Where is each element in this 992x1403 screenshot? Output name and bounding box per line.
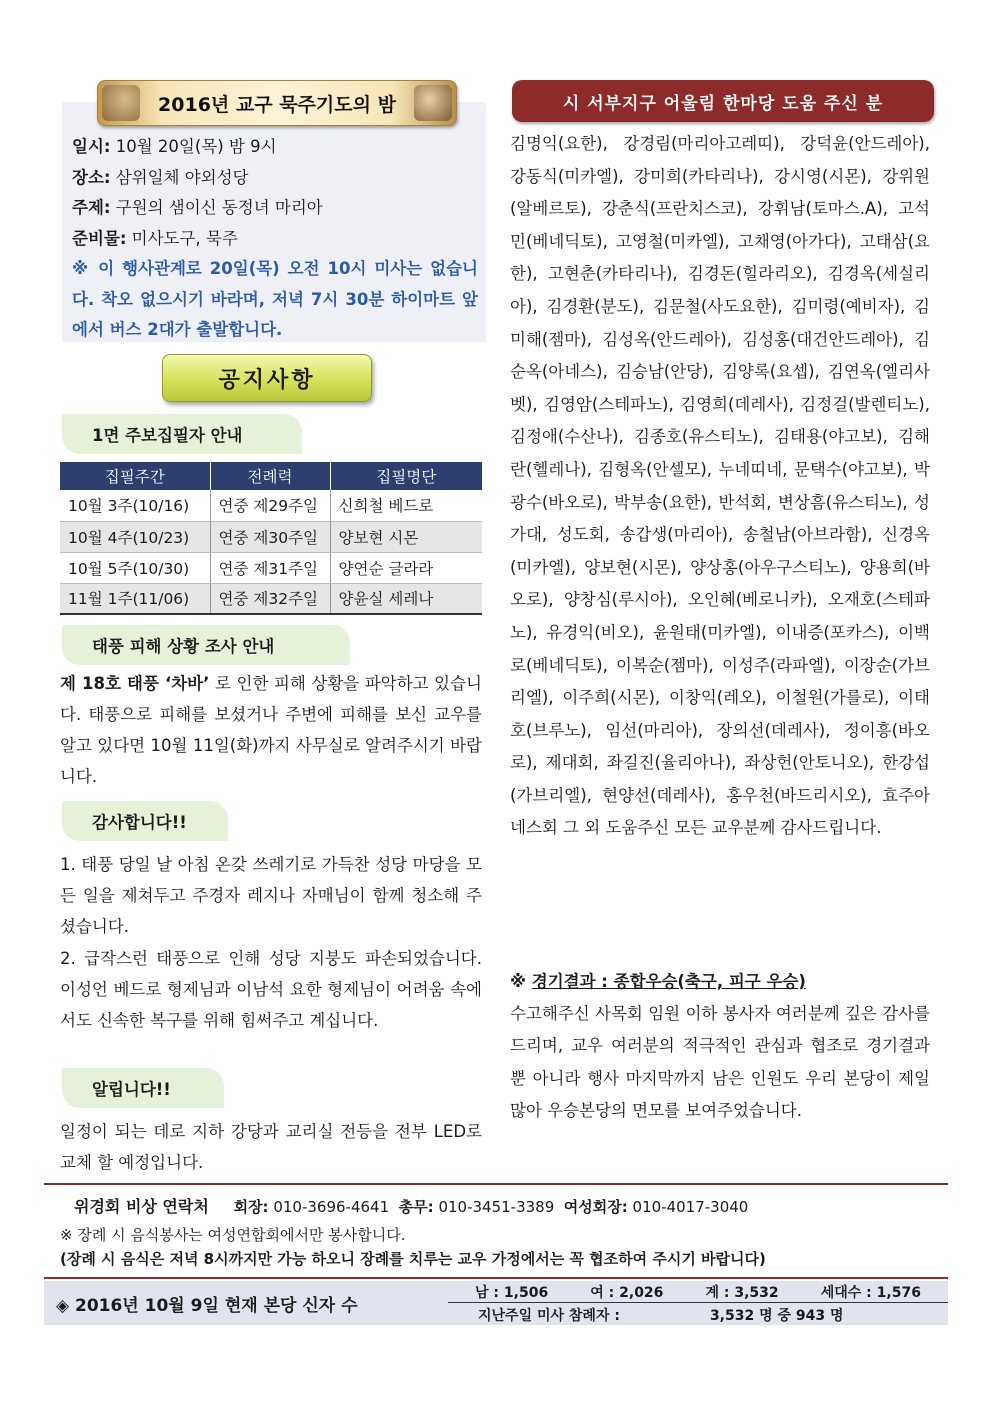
notice-title: 공지사항: [162, 354, 372, 402]
member-count-stats: [448, 1281, 948, 1303]
helpers-list: 김명익(요한), 강경림(마리아고레띠), 강덕윤(안드레아), 강동식(미카엘), 강미희(카타리나), 강시영(시몬), 강위원(알베르토), 강춘식(프란치스코), 강휘남(토마스.A), 고석민(베네딕토), 고영철(미카엘), 고채영(아가다), 고태삼(요한), 고현춘(카타리나), 김경돈(힐라리오), 김경옥(세실리아), 김경환(분도), 김문철(사도요한), 김미령(예비자), 김미해(젬마), 김성옥(안드레아), 김성홍(대건안드레아), 김순옥(아네스), 김승남(안당), 김양록(요셉), 김연옥(엘리사벳), 김영암(스테파노), 김영희(데레사), 김정걸(발렌티노), 김정애(수산나), 김종호(유스티노), 김태용(야고보), 김해란(헬레나), 김형옥(안셀모), 누네띠네, 문택수(야고보), 박광수(바오로), 박부송(요한), 반석회, 변상흠(유스티노), 성가대, 성도회, 송갑생(마리아), 송철남(아브라함), 신경옥(미카엘), 양보현(시몬), 양상홍(아우구스티노), 양용희(바오로), 양창심(루시아), 오인혜(베로니카), 오재호(스테파노), 유경익(비오), 윤원태(미카엘), 이내증(포카스), 이백로(베네딕토), 이복순(젬마), 이성주(라파엘), 이장순(가브리엘), 이주희(시몬), 이창익(레오), 이철원(가를로), 이태호(브루노), 임선(마리아), 장의선(데레사), 정이흥(바오로), 제대회, 좌길진(율리아나), 좌상헌(안토니오), 한강섭(가브리엘), 현양선(데레사), 홍우천(바드리시오), 효주아네스회 그 외 도움주신 모든 교우분께 감사드립니다.: [510, 134, 930, 838]
prayer-title: 2016년 교구 묵주기도의 밤: [158, 93, 396, 116]
inform-heading: 알립니다!!: [62, 1068, 224, 1108]
table-header-row: [60, 462, 482, 490]
table-header: 집필주간: [60, 462, 210, 490]
table-header: 전례력: [210, 462, 330, 490]
decorative-image-right: [414, 85, 452, 121]
helpers-title: 시 서부지구 어울림 한마당 도움 주신 분: [512, 80, 934, 122]
table-header: 집필명단: [330, 462, 482, 490]
emergency-contacts: 위경회 비상 연락처 회장: 010-3696-4641 총무: 010-3451-3389 여성회장: 010-4017-3040: [74, 1197, 749, 1216]
typhoon-text: 제 18호 태풍 ‘차바’ 로 인한 피해 상황을 파악하고 있습니다. 태풍으로 피해를 보셨거나 주변에 피해를 보신 교우를 알고 있다면 10월 11일(화)까지 사무실로 알려주시기 바랍니다.: [60, 674, 482, 786]
table-cell: 연중 제32주일: [210, 583, 330, 614]
thanks-item-1: 1. 태풍 당일 날 아침 온갖 쓰레기로 가득찬 성당 마당을 모든 일을 제쳐두고 주경자 레지나 자매님이 함께 청소해 주셨습니다.: [60, 855, 482, 936]
prayer-theme: 주제: 구원의 샘이신 동정녀 마리아: [72, 198, 323, 217]
thanks-item-2: 2. 급작스런 태풍으로 인해 성당 지붕도 파손되었습니다. 이성언 베드로 형제님과 이남석 요한 형제님이 어려움 속에서도 신속한 복구를 위해 힘써주고 계십니다.: [60, 949, 482, 1030]
attendance-label: 지난주일 미사 참례자 :: [478, 1307, 620, 1324]
table-cell: 양윤실 세레나: [330, 583, 482, 614]
women-phone: 010-4017-3040: [627, 1198, 749, 1216]
typhoon-heading: 태풍 피해 상황 조사 안내: [62, 625, 350, 665]
writers-heading: 1면 주보집필자 안내: [62, 414, 302, 454]
president-phone: 010-3696-4641: [268, 1198, 390, 1216]
table-cell: 연중 제31주일: [210, 552, 330, 583]
male-count: 남 : 1,506: [475, 1284, 549, 1301]
table-cell: 양연순 글라라: [330, 552, 482, 583]
female-count: 여 : 2,026: [590, 1284, 664, 1301]
total-count: 계 : 3,532: [705, 1284, 779, 1301]
attendance-value: 3,532 명 중 943 명: [709, 1307, 844, 1324]
table-cell: 11월 1주(11/06): [60, 583, 210, 614]
table-row: [60, 521, 482, 552]
result-text: 수고해주신 사목회 임원 이하 봉사자 여러분께 깊은 감사를 드리며, 교우 여러분의 적극적인 관심과 협조로 경기결과 뿐 아니라 행사 마지막까지 남은 인원도 우리 본당이 제일 많아 우승본당의 면모를 보여주었습니다.: [510, 1004, 930, 1120]
writers-table: [60, 462, 482, 615]
inform-text: 일정이 되는 데로 지하 강당과 교리실 전등을 전부 LED로 교체 할 예정입니다.: [60, 1122, 482, 1172]
table-cell: 10월 5주(10/30): [60, 552, 210, 583]
prayer-date: 일시: 10월 20일(목) 밤 9시: [72, 137, 277, 156]
table-cell: 연중 제30주일: [210, 521, 330, 552]
table-row: [60, 490, 482, 521]
thanks-heading: 감사합니다!!: [62, 801, 228, 841]
table-row: [60, 583, 482, 614]
prayer-place: 장소: 삼위일체 야외성당: [72, 167, 249, 187]
prayer-note: ※ 이 행사관계로 20일(목) 오전 10시 미사는 없습니다. 착오 없으시기 바라며, 저녁 7시 30분 하이마트 앞에서 버스 2대가 출발합니다.: [72, 259, 478, 339]
secretary-phone: 010-3451-3389: [433, 1198, 555, 1216]
table-row: [60, 552, 482, 583]
contact-label: 위경회 비상 연락처: [74, 1197, 209, 1216]
prayer-title-banner: [97, 80, 457, 126]
household-count: 세대수 : 1,576: [820, 1284, 921, 1301]
member-count-title: ◈ 2016년 10월 9일 현재 본당 신자 수: [44, 1281, 448, 1325]
table-cell: 양보현 시몬: [330, 521, 482, 552]
funeral-note-1: ※ 장례 시 음식봉사는 여성연합회에서만 봉사합니다.: [60, 1226, 406, 1244]
table-cell: 신희철 베드로: [330, 490, 482, 521]
prayer-prep: 준비물: 미사도구, 묵주: [72, 228, 238, 248]
funeral-note-2: (장례 시 음식은 저녁 8시까지만 가능 하오니 장례를 치루는 교우 가정에서는 꼭 협조하여 주시기 바랍니다): [60, 1250, 766, 1268]
count-divider: [44, 1277, 948, 1279]
decorative-image-left: [102, 85, 140, 121]
table-cell: 10월 3주(10/16): [60, 490, 210, 521]
attendance-row: [448, 1304, 948, 1325]
prayer-details: [72, 132, 478, 346]
result-heading: ※ 경기결과 : 종합우승(축구, 피구 우승): [510, 972, 806, 991]
table-cell: 10월 4주(10/23): [60, 521, 210, 552]
member-count-box: [448, 1281, 948, 1325]
footer-divider: [44, 1183, 948, 1185]
table-cell: 연중 제29주일: [210, 490, 330, 521]
